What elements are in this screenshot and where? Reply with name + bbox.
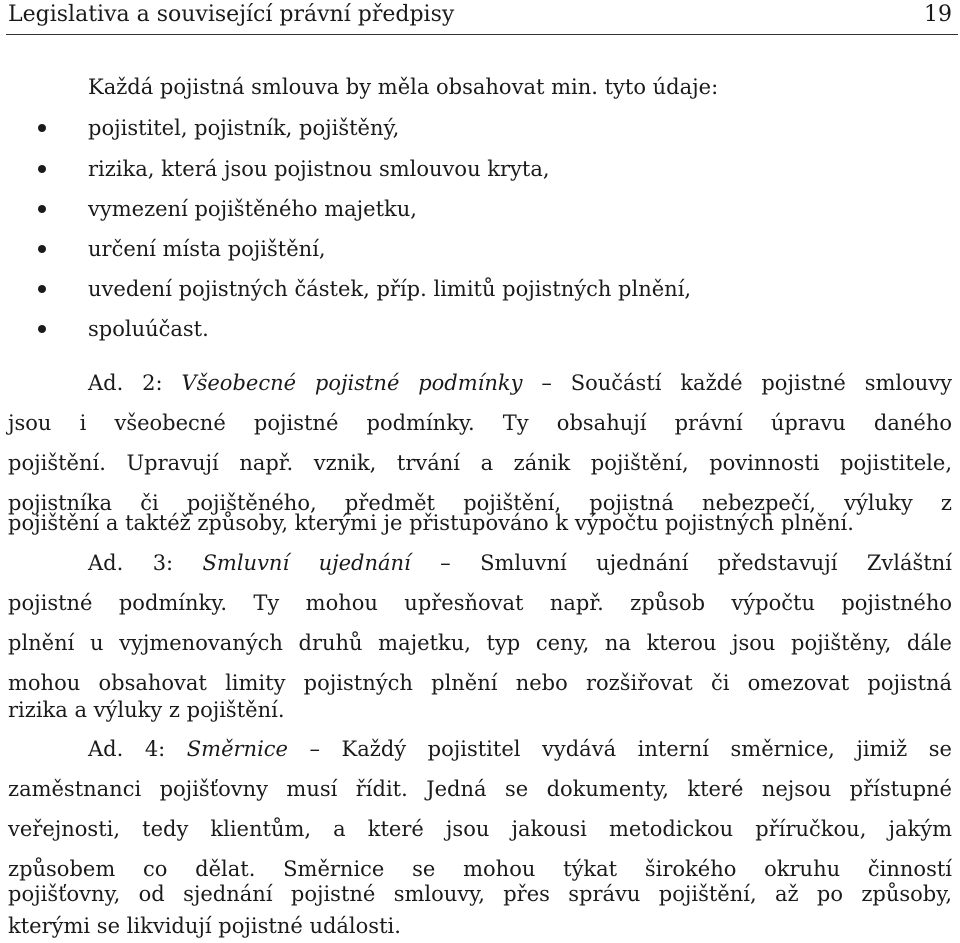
page-number: 19: [924, 2, 952, 27]
paragraph-line: pojištění. Upravují např. vznik, trvání a zánik pojištění, povinnosti pojistitele,: [8, 451, 952, 475]
line-text: – Součástí každé pojistné smlouvy: [522, 371, 953, 395]
paragraph-first-line: [88, 549, 952, 577]
paragraph-line: jsou i všeobecné pojistné podmínky. Ty obsahují právní úpravu daného: [8, 411, 952, 435]
header-title: Legislativa a související právní předpisy: [8, 2, 455, 27]
paragraph-line: zaměstnanci pojišťovny musí řídit. Jedná se dokumenty, které nejsou přístupné: [8, 777, 952, 801]
list-item: uvedení pojistných částek, příp. limitů pojistných plnění,: [88, 277, 692, 301]
header-divider: [6, 34, 958, 35]
paragraph-first-line: [88, 369, 952, 397]
bullet-icon: [38, 325, 46, 333]
paragraph-first-line: [88, 735, 952, 763]
ad-prefix: Ad. 3:: [88, 551, 203, 575]
paragraph-line: pojistné podmínky. Ty mohou upřesňovat např. způsob výpočtu pojistného: [8, 591, 952, 615]
bullet-icon: [38, 124, 46, 132]
paragraph-line: pojišťovny, od sjednání pojistné smlouvy, přes správu pojištění, až po způsoby,: [8, 882, 952, 906]
bullet-icon: [38, 245, 46, 253]
ad-prefix: Ad. 4:: [88, 737, 187, 761]
ad-term: Všeobecné pojistné podmínky: [181, 371, 523, 395]
line-text: – Smluvní ujednání představují Zvláštní: [410, 551, 952, 575]
paragraph-line: veřejnosti, tedy klientům, a které jsou jakousi metodickou příručkou, jakým: [8, 817, 952, 841]
paragraph-line: kterými se likvidují pojistné události.: [8, 914, 401, 938]
running-header: [0, 0, 960, 36]
paragraph-line: pojištění a taktéž způsoby, kterými je přistupováno k výpočtu pojistných plnění.: [8, 511, 854, 535]
ad-prefix: Ad. 2:: [88, 371, 182, 395]
list-item: vymezení pojištěného majetku,: [88, 197, 417, 221]
bullet-icon: [38, 205, 46, 213]
paragraph-line: pojistníka či pojištěného, předmět pojištění, pojistná nebezpečí, výluky z: [8, 491, 952, 515]
paragraph-line: plnění u vyjmenovaných druhů majetku, typ ceny, na kterou jsou pojištěny, dále: [8, 631, 952, 655]
intro-text: Každá pojistná smlouva by měla obsahovat min. tyto údaje:: [88, 75, 719, 99]
list-item: určení místa pojištění,: [88, 237, 326, 261]
paragraph-line: mohou obsahovat limity pojistných plnění nebo rozšiřovat či omezovat pojistná: [8, 671, 952, 695]
paragraph-line: způsobem co dělat. Směrnice se mohou týkat širokého okruhu činností: [8, 857, 952, 881]
bullet-icon: [38, 285, 46, 293]
paragraph-line: rizika a výluky z pojištění.: [8, 698, 285, 722]
list-item: pojistitel, pojistník, pojištěný,: [88, 116, 400, 140]
ad-term: Smluvní ujednání: [202, 551, 411, 575]
bullet-icon: [38, 165, 46, 173]
list-item: rizika, která jsou pojistnou smlouvou kryta,: [88, 157, 550, 181]
ad-term: Směrnice: [186, 737, 288, 761]
line-text: – Každý pojistitel vydává interní směrnice, jimiž se: [287, 737, 952, 761]
list-item: spoluúčast.: [88, 317, 209, 341]
